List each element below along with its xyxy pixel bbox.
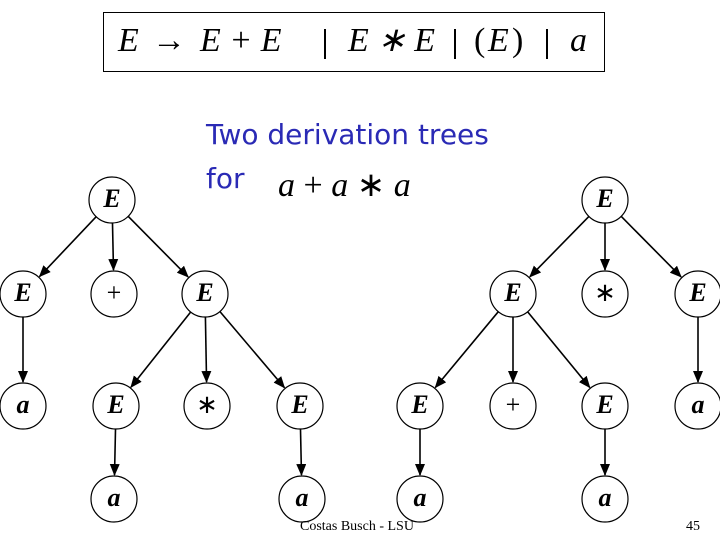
tree-node-star xyxy=(184,383,230,429)
tree-node-label: a xyxy=(107,482,121,512)
tree-node-label: a xyxy=(295,482,309,512)
grammar-lhs: E xyxy=(118,22,139,59)
tree-edge-arrow xyxy=(621,216,681,277)
tree-node-e xyxy=(182,271,228,317)
tree-node-label: ∗ xyxy=(594,277,616,307)
tree-edge-arrow xyxy=(40,217,97,277)
grammar-paren-close: ) xyxy=(512,22,524,59)
tree-node-label: a xyxy=(691,389,705,419)
tree-edge-arrow xyxy=(528,312,590,388)
tree-left xyxy=(0,177,325,522)
tree-node-e xyxy=(397,383,443,429)
tree-node-label: a xyxy=(16,389,30,419)
tree-node-label: ∗ xyxy=(196,389,218,419)
tree-edge-arrow xyxy=(435,312,498,388)
tree-edge-arrow xyxy=(115,429,116,475)
tree-node-e xyxy=(675,271,720,317)
tree-edge-arrow xyxy=(300,429,301,475)
grammar-arrow: → xyxy=(152,22,186,59)
expr-plus: + xyxy=(295,167,332,204)
caption-title: Two derivation trees xyxy=(206,118,489,151)
tree-node-label: a xyxy=(413,482,427,512)
tree-node-label: + xyxy=(505,389,521,419)
tree-node-a xyxy=(0,383,46,429)
tree-node-label: E xyxy=(107,389,125,419)
tree-node-label: a xyxy=(598,482,612,512)
tree-edge-arrow xyxy=(205,317,206,382)
tree-node-label: E xyxy=(291,389,309,419)
tree-node-a xyxy=(279,476,325,522)
tree-node-star xyxy=(582,271,628,317)
tree-edge-arrow xyxy=(112,223,113,270)
tree-edge-arrow xyxy=(128,216,188,277)
expr-a: a xyxy=(331,167,349,204)
tree-edge-arrow xyxy=(530,216,589,276)
tree-node-label: E xyxy=(689,277,707,307)
expr-a: a xyxy=(393,167,411,204)
tree-node-label: E xyxy=(14,277,32,307)
grammar-alt-1: E + E xyxy=(200,22,282,59)
tree-edge-arrow xyxy=(131,312,191,387)
tree-node-e xyxy=(0,271,46,317)
tree-node-label: E xyxy=(504,277,522,307)
tree-node-a xyxy=(582,476,628,522)
grammar-alt-2: E ∗ E xyxy=(348,22,436,59)
tree-node-a xyxy=(91,476,137,522)
tree-node-label: E xyxy=(596,389,614,419)
tree-node-a xyxy=(397,476,443,522)
page-number: 45 xyxy=(686,519,700,534)
grammar-paren-open: ( xyxy=(474,22,486,59)
tree-node-a xyxy=(675,383,720,429)
tree-node-label: E xyxy=(596,183,614,213)
tree-node-label: + xyxy=(106,277,122,307)
tree-node-plus xyxy=(490,383,536,429)
tree-node-label: E xyxy=(411,389,429,419)
tree-node-e xyxy=(490,271,536,317)
grammar-alt-4: a xyxy=(570,22,587,59)
tree-node-plus xyxy=(91,271,137,317)
caption-for: for xyxy=(206,162,245,195)
tree-node-e xyxy=(277,383,323,429)
expr-star: ∗ xyxy=(348,167,394,204)
tree-node-label: E xyxy=(103,183,121,213)
tree-node-e xyxy=(93,383,139,429)
tree-node-e xyxy=(89,177,135,223)
tree-node-e xyxy=(582,383,628,429)
tree-right xyxy=(397,177,720,522)
tree-node-e xyxy=(582,177,628,223)
tree-edge-arrow xyxy=(220,312,285,388)
expr-a: a xyxy=(278,167,295,204)
grammar-alt-3: E xyxy=(488,22,509,59)
tree-node-label: E xyxy=(196,277,214,307)
footer-text: Costas Busch - LSU xyxy=(300,519,414,534)
